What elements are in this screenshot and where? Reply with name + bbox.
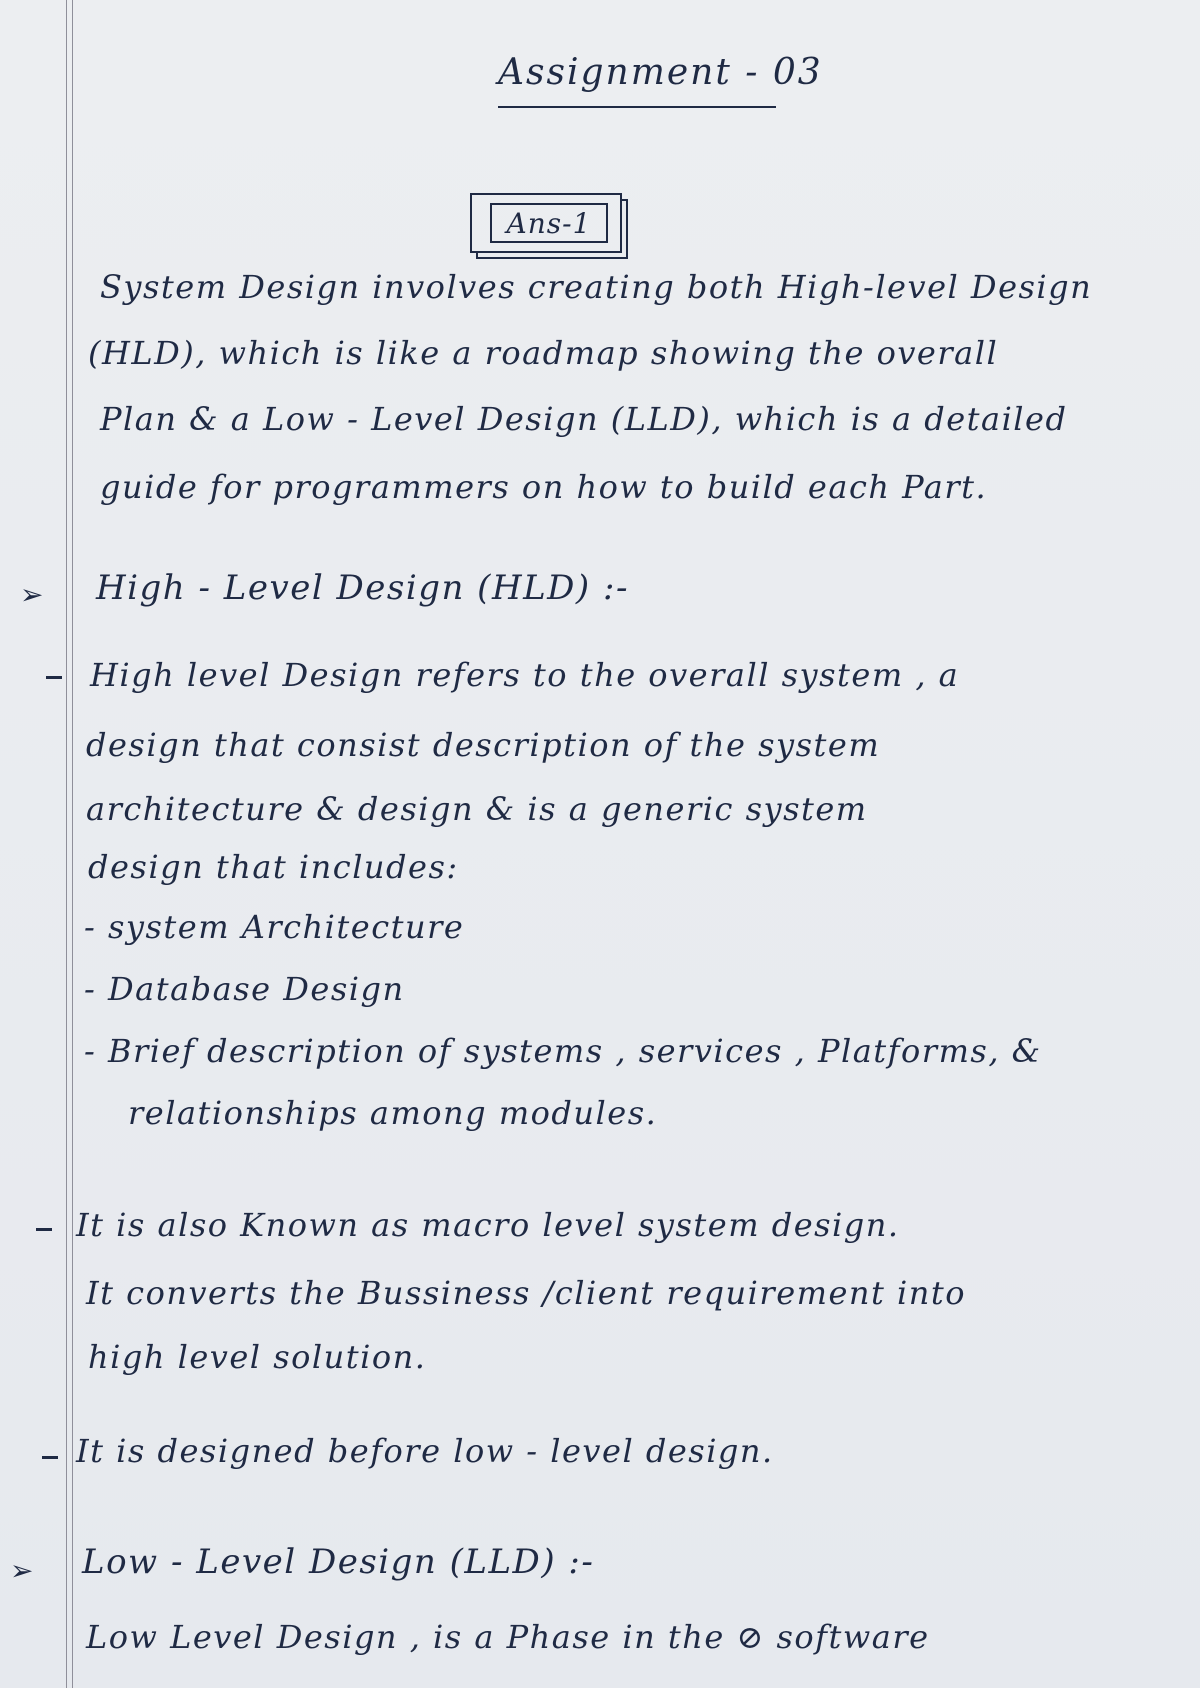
assignment-title: Assignment - 03	[498, 52, 823, 93]
hld-heading: High - Level Design (HLD) :-	[96, 568, 629, 608]
margin-line-outer	[66, 0, 67, 1688]
hld-item: relationships among modules.	[128, 1094, 658, 1132]
lld-heading: Low - Level Design (LLD) :-	[82, 1542, 595, 1582]
dash-bullet	[42, 1456, 58, 1459]
arrow-bullet-icon: ➢	[20, 578, 44, 611]
hld-definition-line: architecture & design & is a generic system	[86, 790, 868, 828]
intro-line: (HLD), which is like a roadmap showing the overall	[88, 334, 999, 372]
hld-point: It converts the Bussiness /client requirement into	[86, 1274, 967, 1312]
hld-point: It is designed before low - level design.	[76, 1432, 774, 1470]
intro-line: guide for programmers on how to build each Part.	[100, 468, 988, 506]
hld-definition-line: design that consist description of the system	[86, 726, 881, 764]
dash-bullet	[46, 676, 62, 679]
arrow-bullet-icon: ➢	[10, 1554, 34, 1587]
hld-point: high level solution.	[88, 1338, 427, 1376]
answer-label: Ans-1	[490, 203, 608, 243]
hld-definition-line: design that includes:	[88, 848, 459, 886]
lld-definition-line: Low Level Design , is a Phase in the ⊘ software	[86, 1618, 930, 1656]
hld-item: - Database Design	[84, 970, 405, 1008]
dash-bullet	[36, 1228, 52, 1231]
title-underline	[498, 106, 776, 108]
intro-line: System Design involves creating both High-level Design	[100, 268, 1093, 306]
hld-item: - Brief description of systems , services , Platforms, &	[84, 1032, 1042, 1070]
margin-line-inner	[72, 0, 73, 1688]
intro-line: Plan & a Low - Level Design (LLD), which is a detailed	[100, 400, 1068, 438]
hld-point: It is also Known as macro level system design.	[76, 1206, 900, 1244]
hld-item: - system Architecture	[84, 908, 465, 946]
hld-definition-line: High level Design refers to the overall system , a	[90, 656, 960, 694]
